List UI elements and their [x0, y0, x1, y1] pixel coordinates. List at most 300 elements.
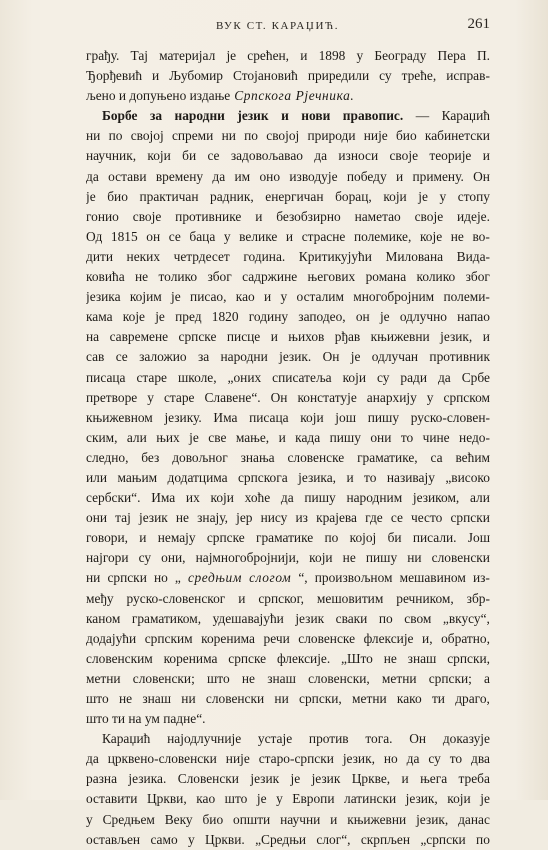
line-text: их	[185, 490, 200, 506]
line-text: да	[86, 751, 99, 767]
line-text: своје	[389, 148, 419, 164]
line-text: који	[300, 409, 324, 425]
line-text: који	[342, 369, 367, 385]
text-line	[86, 46, 490, 66]
line-text: за	[197, 349, 210, 365]
line-text: стопу	[457, 188, 490, 204]
text-line	[86, 709, 490, 729]
line-text: народни	[220, 349, 268, 365]
line-text: граматиком,	[131, 610, 202, 626]
line-text: Цркве,	[351, 771, 391, 787]
line-text: по	[378, 610, 393, 626]
text-line	[86, 448, 490, 468]
line-text: којој	[349, 530, 377, 546]
line-text: у	[426, 389, 434, 405]
line-text: српске	[206, 530, 245, 546]
line-text: грађу.	[86, 48, 120, 63]
line-text: су	[138, 550, 152, 566]
line-text: и	[482, 329, 490, 345]
line-text: је	[189, 429, 199, 445]
line-text: и	[278, 429, 286, 445]
text-line	[86, 347, 490, 367]
line-text: по	[244, 128, 259, 144]
line-text: треба	[458, 771, 490, 787]
line-text: пишу	[365, 550, 398, 566]
line-text: то	[364, 469, 377, 485]
line-text: само	[150, 831, 178, 847]
text-line	[86, 267, 490, 287]
line-text: удешавајући	[212, 610, 284, 626]
line-text: Ђорђевић	[86, 68, 143, 84]
line-text: словенским	[86, 650, 153, 666]
line-text: крајева	[316, 510, 357, 526]
line-text: црквено-словенски	[107, 751, 217, 767]
line-text: Стојановић	[232, 68, 298, 84]
line-text: који	[309, 550, 333, 566]
line-text: где	[365, 510, 383, 526]
line-text: следно,	[86, 449, 129, 465]
text-line	[86, 106, 490, 126]
line-text: који	[147, 148, 171, 164]
line-text: али	[469, 490, 490, 506]
emphasized-text: слогом	[249, 570, 292, 586]
line-text: њих	[156, 429, 180, 445]
line-text: језику.	[164, 409, 202, 425]
line-text: не	[450, 228, 464, 244]
line-text: да	[212, 168, 226, 184]
line-text: и	[346, 469, 354, 485]
line-text: ни	[407, 550, 422, 566]
line-text: недо-	[459, 429, 490, 445]
line-text: збр-	[466, 590, 490, 606]
text-line	[86, 629, 490, 649]
line-text: своје	[414, 208, 444, 224]
line-text: немају	[157, 530, 196, 546]
running-head: ВУК СТ. КАРАЏИЋ.	[216, 20, 340, 32]
line-text: научни	[280, 811, 321, 827]
line-text: љено и допуњено издање	[86, 88, 231, 104]
line-text: пишу	[304, 490, 336, 506]
line-text: слог“,	[316, 831, 351, 847]
line-text: победу	[346, 168, 387, 184]
line-text: довољног	[172, 449, 228, 465]
line-text: српски,	[299, 691, 342, 706]
section-heading: за	[149, 108, 163, 124]
line-text: словенске	[298, 630, 356, 646]
line-text: то	[449, 751, 463, 767]
line-text: чине	[422, 429, 450, 445]
line-text: језиком,	[412, 490, 460, 506]
line-text: латински	[344, 791, 397, 807]
line-text: или	[86, 469, 108, 485]
line-text: но	[153, 570, 168, 586]
line-text: језик	[138, 510, 168, 526]
text-line	[86, 468, 490, 488]
line-text: језик	[295, 610, 325, 626]
line-text: примену.	[412, 168, 464, 184]
line-text: словенске	[287, 449, 345, 465]
line-text: тај	[115, 510, 131, 526]
line-text: романа	[365, 269, 407, 285]
line-text: Караџић	[441, 108, 490, 124]
line-text: тога.	[365, 731, 393, 747]
line-text: општи	[233, 811, 271, 827]
line-text: ти	[431, 691, 445, 706]
line-text: ни	[274, 691, 289, 706]
line-text: њихов	[288, 329, 325, 345]
line-text: 1815	[110, 228, 138, 244]
line-text: када	[295, 429, 321, 445]
line-text: и	[255, 208, 263, 224]
text-line	[86, 508, 490, 528]
line-text: не	[342, 550, 356, 566]
line-text: кама	[86, 309, 113, 325]
line-text: не	[383, 650, 397, 666]
line-text: руско-словенског	[126, 590, 226, 606]
line-text: метни	[352, 691, 387, 706]
line-text: језик,	[440, 329, 473, 345]
line-text: који	[447, 791, 471, 807]
line-text: и	[238, 590, 246, 606]
line-text: не	[118, 691, 133, 706]
line-text: година.	[243, 248, 286, 264]
line-text: „српски	[420, 831, 466, 847]
text-line	[86, 568, 490, 588]
line-text: одлучно	[399, 309, 447, 325]
line-text: Милована	[385, 248, 444, 264]
line-text: “,	[298, 570, 308, 586]
line-text: Словенски	[177, 771, 239, 787]
line-text: био	[395, 128, 417, 144]
line-text: метни	[86, 670, 121, 686]
line-text: би	[387, 530, 402, 546]
line-text: из	[295, 510, 308, 526]
line-text: да	[437, 369, 451, 385]
line-text: своје	[132, 208, 162, 224]
line-text: словенски;	[132, 670, 195, 686]
line-text: он	[355, 309, 370, 325]
line-text: Караџић	[102, 731, 151, 747]
section-heading: нови	[301, 108, 331, 124]
line-text: је	[256, 791, 267, 807]
text-line	[86, 368, 490, 388]
section-heading: правопис.	[342, 108, 404, 124]
line-text: писали.	[412, 530, 457, 546]
line-text: Он	[473, 168, 490, 184]
line-text: ни	[86, 128, 101, 144]
line-text: је	[379, 309, 390, 325]
line-text: је	[480, 791, 490, 807]
line-text: српског,	[258, 590, 304, 606]
line-text: да	[280, 490, 294, 506]
line-text: Тај	[130, 48, 148, 63]
line-text: су	[428, 751, 441, 767]
line-text: најмногобројнији,	[195, 550, 300, 566]
line-text: је	[171, 289, 181, 305]
text-line	[86, 548, 490, 568]
line-text: додатцима	[167, 469, 228, 485]
line-text: им	[234, 168, 251, 184]
line-text: школе,	[177, 369, 217, 385]
line-text: разна	[86, 771, 118, 787]
line-text: остави	[108, 168, 147, 184]
line-text: најгори	[86, 550, 129, 566]
line-text: ковића	[86, 269, 125, 285]
line-text: во-	[472, 228, 490, 244]
line-text: приредили	[307, 68, 370, 84]
line-text: ни	[181, 691, 196, 706]
line-text: су	[379, 68, 392, 84]
line-text: је	[350, 349, 361, 365]
line-text: који	[210, 490, 234, 506]
line-text: нису	[260, 510, 288, 526]
line-text: језик,	[405, 791, 438, 807]
line-text: Цркви,	[146, 791, 187, 807]
text-line	[86, 167, 490, 187]
line-text: као	[235, 289, 255, 305]
line-text: језика,	[298, 469, 337, 485]
line-text: није	[363, 128, 388, 144]
line-text: често	[411, 510, 443, 526]
text-line	[86, 769, 490, 789]
line-text: њега	[420, 771, 448, 787]
line-text: је	[86, 188, 96, 204]
line-text: писце	[226, 329, 261, 345]
line-text: Вида-	[456, 248, 490, 264]
line-text: изводује	[289, 168, 338, 184]
line-text: а	[484, 670, 490, 686]
line-text: Има	[151, 490, 176, 506]
line-text: баца	[189, 228, 216, 244]
text-line	[86, 649, 490, 669]
line-text: језик	[311, 771, 341, 787]
line-text: са	[430, 449, 443, 465]
line-text: исправ-	[446, 68, 490, 84]
line-text: обратно,	[441, 630, 490, 646]
line-text: српски	[450, 510, 490, 526]
line-text: устаје	[257, 731, 293, 747]
line-text: колико	[416, 269, 456, 285]
line-text: и	[300, 48, 308, 63]
line-text: флексије.	[276, 650, 331, 666]
line-text: остављен	[86, 831, 141, 847]
line-text: у	[280, 289, 288, 305]
line-text: речи	[263, 630, 290, 646]
line-text: би	[182, 148, 197, 164]
line-text: оставити	[86, 791, 138, 807]
line-text: међу	[86, 590, 114, 606]
line-text: против	[308, 731, 349, 747]
line-text: они,	[161, 550, 186, 566]
line-text: српским	[144, 630, 193, 646]
line-text: својој	[266, 128, 300, 144]
line-text: не	[135, 269, 149, 285]
line-text: граматике,	[357, 449, 418, 465]
line-text: знања	[240, 449, 275, 465]
page-body-text	[86, 46, 490, 850]
line-text: својој	[130, 128, 164, 144]
text-line	[86, 729, 490, 749]
line-text: износи	[338, 148, 379, 164]
line-text: је	[418, 188, 428, 204]
line-text: Критикујући	[298, 248, 372, 264]
line-text: словенски	[205, 691, 265, 706]
emphasized-text: средњим	[187, 570, 242, 586]
text-line	[86, 327, 490, 347]
line-text: у	[356, 48, 364, 63]
line-text: метни	[381, 670, 417, 686]
line-text: свом	[404, 610, 432, 626]
line-text: по	[476, 831, 490, 847]
line-text: без	[141, 449, 160, 465]
line-text: којим	[129, 289, 162, 305]
line-text: српски,	[447, 650, 490, 666]
section-heading: Борбе	[102, 108, 138, 124]
line-text: они	[370, 429, 392, 445]
line-text: Цркви.	[205, 831, 245, 847]
line-text: и	[152, 68, 160, 84]
line-text: и	[270, 329, 278, 345]
text-line	[86, 830, 490, 850]
text-line	[86, 247, 490, 267]
text-line	[86, 207, 490, 227]
line-text: „Средњи	[255, 831, 307, 847]
line-text: мешавином	[399, 570, 466, 586]
line-text: рђав	[334, 329, 361, 345]
line-text: и	[285, 228, 294, 244]
line-text: и	[401, 771, 409, 787]
line-text: пишу	[367, 409, 400, 425]
line-text: као	[196, 791, 216, 807]
line-text: сав	[86, 349, 105, 365]
line-text: но	[383, 751, 398, 767]
line-text: народним	[346, 490, 403, 506]
line-text: „	[174, 570, 181, 586]
line-text: и	[395, 168, 404, 184]
line-text: коренима	[163, 650, 218, 666]
line-text: произвољном	[314, 570, 393, 586]
text-line	[86, 408, 490, 428]
line-text: што ти на ум падне“.	[86, 711, 206, 727]
line-text: српском	[443, 389, 490, 405]
line-text: Србе	[461, 369, 490, 385]
section-heading: и	[281, 108, 289, 124]
line-text: Од	[86, 228, 103, 244]
line-text: спреми	[171, 128, 214, 144]
line-text: се	[168, 228, 181, 244]
line-text: они	[86, 510, 108, 526]
line-text: се	[115, 349, 128, 365]
line-text: због	[207, 269, 232, 285]
line-text: напао	[457, 309, 490, 325]
line-text: сваки	[335, 610, 368, 626]
line-text: знаш	[142, 691, 172, 706]
line-text: енергичан	[265, 188, 324, 204]
line-text: и	[482, 148, 490, 164]
page-number: 261	[467, 16, 490, 32]
line-text: што	[207, 670, 230, 686]
line-text: је	[226, 48, 237, 63]
text-line	[86, 187, 490, 207]
line-text: српске	[228, 650, 267, 666]
line-text: мањим	[117, 469, 158, 485]
line-text: безобзирно	[276, 208, 341, 224]
line-text: Београду	[374, 48, 427, 63]
line-text: по	[324, 530, 339, 546]
line-text: и	[330, 811, 338, 827]
line-text: знаш	[267, 670, 296, 686]
line-text: из-	[472, 570, 490, 586]
line-text: али	[126, 429, 147, 445]
line-text: који	[383, 188, 407, 204]
line-text: речником,	[396, 590, 454, 606]
line-text: неких	[126, 248, 161, 264]
line-text: Још	[467, 530, 490, 546]
line-text: сербски“.	[86, 490, 141, 506]
line-text: годину	[248, 309, 289, 325]
line-text: борац,	[335, 188, 372, 204]
line-text: ни	[221, 128, 236, 144]
line-text: у	[86, 811, 93, 827]
line-text: старо-српски	[258, 751, 334, 767]
line-text: и	[264, 289, 272, 305]
line-text: П.	[476, 48, 490, 63]
line-text: су	[376, 369, 390, 385]
line-text: „вкусу“,	[442, 610, 490, 626]
line-text: Веку	[164, 811, 193, 827]
line-text: велике	[239, 228, 278, 244]
line-text: био	[202, 811, 224, 827]
line-text: говори,	[86, 530, 128, 546]
line-text: Славене“.	[204, 389, 261, 405]
line-text: називају	[386, 469, 435, 485]
line-text: ским,	[86, 429, 118, 445]
line-text: он	[146, 228, 161, 244]
line-text: није	[225, 751, 250, 767]
line-text: књижевни	[347, 811, 407, 827]
line-text: савремене	[109, 329, 169, 345]
line-text: осталим	[296, 289, 344, 305]
line-text: толико	[158, 269, 198, 285]
line-text: језика	[86, 289, 121, 305]
line-text: мешовитим	[316, 590, 384, 606]
line-text: језик,	[416, 811, 449, 827]
line-text: најодлучније	[167, 731, 242, 747]
line-text: словенски	[431, 550, 490, 566]
line-text: противник	[429, 349, 490, 365]
line-text: данас	[458, 811, 490, 827]
line-text: и,	[422, 630, 433, 646]
line-text: знаш	[407, 650, 437, 666]
line-text: времену	[155, 168, 204, 184]
line-text: писао,	[190, 289, 227, 305]
text-line	[86, 66, 490, 86]
line-text: руско-словен-	[410, 409, 490, 425]
line-text: језика.	[128, 771, 167, 787]
line-text: што	[224, 791, 248, 807]
line-text: старе	[136, 369, 167, 385]
line-text: дити	[86, 248, 113, 264]
line-text: полемике,	[353, 228, 412, 244]
text-line	[86, 609, 490, 629]
emphasized-text: Српскога Рјечника.	[234, 88, 355, 104]
line-text: његових	[307, 269, 356, 285]
line-text: ради	[400, 369, 428, 385]
line-text: у	[223, 228, 231, 244]
line-text: коренима	[201, 630, 255, 646]
line-text: књижевном	[86, 409, 153, 425]
text-line	[86, 528, 490, 548]
